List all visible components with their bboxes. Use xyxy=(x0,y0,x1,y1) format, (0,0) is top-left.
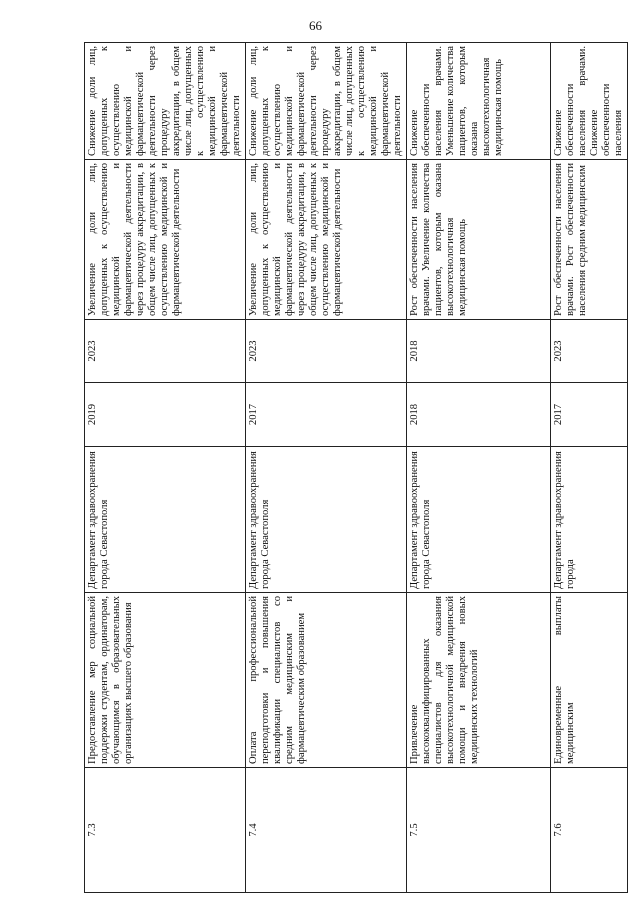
end-year-cell: 2023 xyxy=(85,320,246,383)
table-row xyxy=(246,43,407,893)
result-cell: Рост обеспеченности населения врачами. Увеличение количества пациентов, которым оказана высокотехнологичная медицинская помощь xyxy=(407,160,551,320)
measure-cell: Оплата профессиональной переподготовки и повышения квалификации специалистов со средним медицинским и фармацевтическим образованием xyxy=(246,593,407,768)
measure-cell: Привлечение высококвалифицированных специалистов для оказания высокотехнологичной медицинской помощи и внедрения новых медицинских технологий xyxy=(407,593,551,768)
row-number: 7.3 xyxy=(85,768,246,893)
consequence-cell: Снижение доли лиц, допущенных к осуществлению медицинской и фармацевтической деятельности через процедуру аккредитации, в общем числе лиц, допущенных к осуществлению медицинской и фармацевтической деятельности xyxy=(85,43,246,160)
row-number: 7.6 xyxy=(551,768,628,893)
table-row xyxy=(407,43,551,893)
result-cell: Увеличение доли лиц, допущенных к осуществлению медицинской и фармацевтической деятельности через процедуру аккредитации, в общем числе лиц, допущенных к осуществлению медицинской и фармацевтической деятельности xyxy=(85,160,246,320)
row-number: 7.4 xyxy=(246,768,407,893)
measure-cell: Единовременные выплаты медицинским xyxy=(551,593,628,768)
consequence-cell: Снижение обеспеченности населения врачами. Снижение обеспеченности населения xyxy=(551,43,628,160)
result-cell: Увеличение доли лиц, допущенных к осуществлению медицинской и фармацевтической деятельности через процедуру аккредитации, в общем числе лиц, допущенных к осуществлению медицинской и фармацевтической деятельности xyxy=(246,160,407,320)
start-year-cell: 2018 xyxy=(407,383,551,447)
executor-cell: Департамент здравоохранения города xyxy=(551,447,628,593)
start-year-cell: 2017 xyxy=(551,383,628,447)
row-number: 7.5 xyxy=(407,768,551,893)
start-year-cell: 2019 xyxy=(85,383,246,447)
executor-cell: Департамент здравоохранения города Севастополя xyxy=(246,447,407,593)
page-number: 66 xyxy=(309,18,322,33)
measure-cell: Предоставление мер социальной поддержки студентам, ординаторам, обучающимся в образовательных организациях высшего образования xyxy=(85,593,246,768)
consequence-cell: Снижение доли лиц, допущенных к осуществлению медицинской и фармацевтической деятельности через процедуру аккредитации, в общем числе лиц, допущенных к осуществлению медицинской и фармацевтической деятельности xyxy=(246,43,407,160)
executor-cell: Департамент здравоохранения города Севастополя xyxy=(407,447,551,593)
end-year-cell: 2023 xyxy=(551,320,628,383)
measures-table xyxy=(84,42,628,893)
end-year-cell: 2018 xyxy=(407,320,551,383)
consequence-cell: Снижение обеспеченности населения врачами. Уменьшение количества пациентов, которым оказана высокотехнологичная медицинская помощь xyxy=(407,43,551,160)
rotated-table-container xyxy=(84,43,624,893)
end-year-cell: 2023 xyxy=(246,320,407,383)
start-year-cell: 2017 xyxy=(246,383,407,447)
table-row xyxy=(551,43,628,893)
executor-cell: Департамент здравоохранения города Севастополя xyxy=(85,447,246,593)
result-cell: Рост обеспеченности населения врачами. Рост обеспеченности населения средним медицинским xyxy=(551,160,628,320)
table-row xyxy=(85,43,246,893)
